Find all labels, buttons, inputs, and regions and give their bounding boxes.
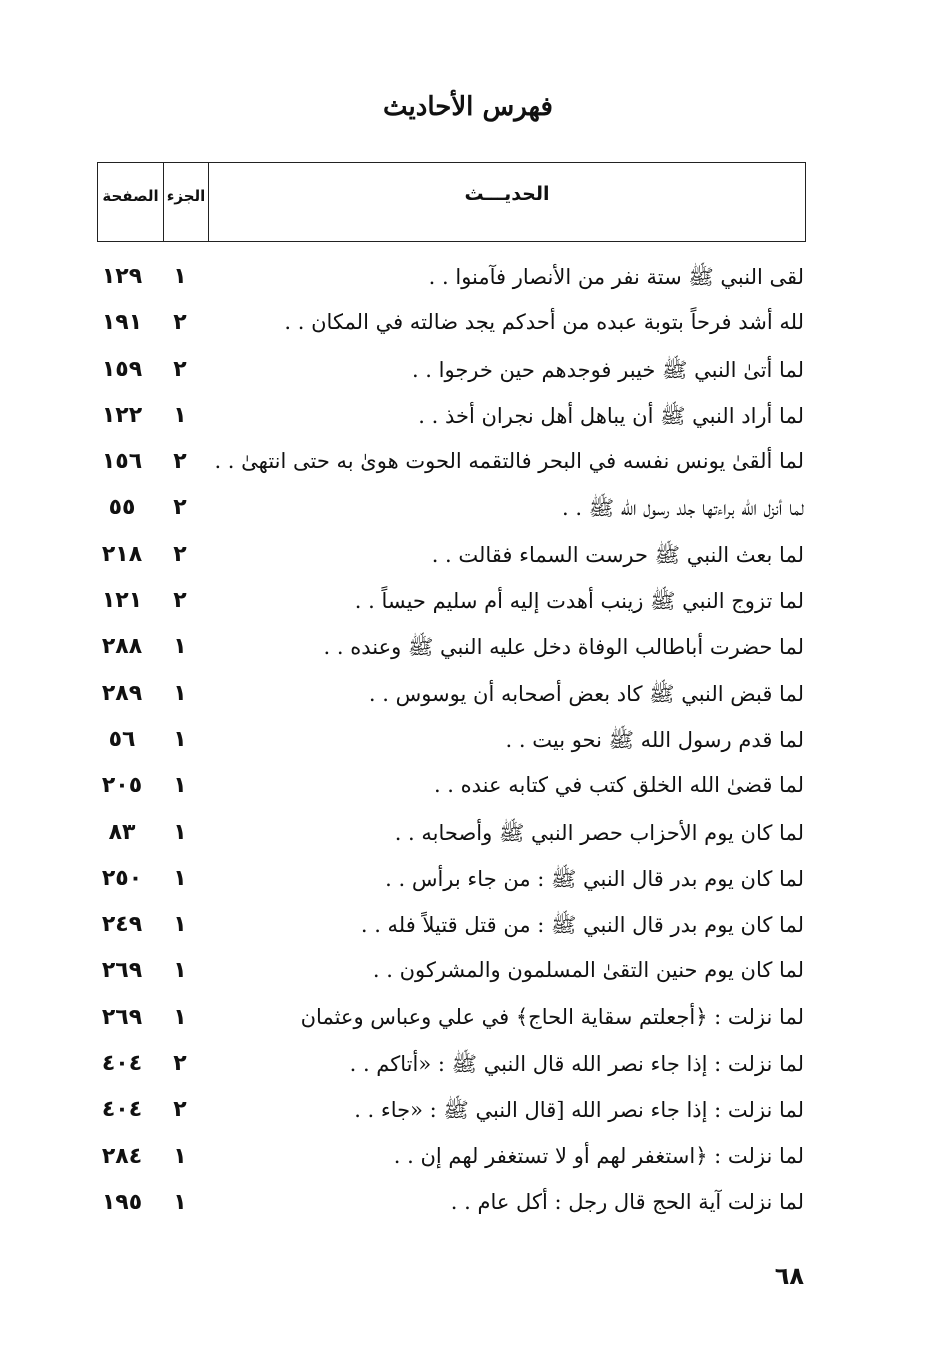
hadith-page: ١٥٩ xyxy=(101,356,143,382)
table-row xyxy=(0,258,936,304)
table-row xyxy=(0,351,936,397)
hadith-text: لما أراد النبي ﷺ أن يباهل أهل نجران أخذ . . xyxy=(418,403,804,428)
hadith-part: ١ xyxy=(173,680,187,706)
hadith-part: ١ xyxy=(173,1189,187,1215)
hadith-page: ١٩٥ xyxy=(101,1189,143,1215)
hadith-text: لما كان يوم بدر قال النبي ﷺ : من جاء برأس . . xyxy=(385,866,804,891)
hadith-page: ٤٠٤ xyxy=(101,1097,143,1123)
hadith-text: لما قبض النبي ﷺ كاد بعض أصحابه أن يوسوس . . xyxy=(368,681,804,706)
hadith-part: ١ xyxy=(173,402,187,428)
table-row xyxy=(0,536,936,582)
table-row xyxy=(0,721,936,767)
hadith-part: ١ xyxy=(173,726,187,752)
table-row xyxy=(0,675,936,721)
hadith-page: ٢٦٩ xyxy=(101,1004,143,1030)
hadith-text: لما كان يوم بدر قال النبي ﷺ : من قتل قتيلاً فله . . xyxy=(360,913,804,938)
hadith-page: ٨٣ xyxy=(108,819,136,845)
hadith-part: ١ xyxy=(173,912,187,938)
table-row xyxy=(0,1091,936,1137)
hadith-part: ٢ xyxy=(173,495,187,521)
hadith-part: ٢ xyxy=(173,588,187,614)
header-page: الصفحة xyxy=(98,163,164,241)
table-row xyxy=(0,999,936,1045)
hadith-part: ٢ xyxy=(173,310,187,336)
hadith-part: ١ xyxy=(173,1004,187,1030)
table-row xyxy=(0,582,936,628)
hadith-part: ٢ xyxy=(173,541,187,567)
table-row xyxy=(0,1184,936,1230)
hadith-text: لما حضرت أباطالب الوفاة دخل عليه النبي ﷺ وعنده . . xyxy=(323,635,804,660)
hadith-text: لما نزلت آية الحج قال رجل : أكل عام . . xyxy=(450,1189,804,1214)
hadith-part: ١ xyxy=(173,865,187,891)
table-row xyxy=(0,906,936,952)
hadith-part: ٢ xyxy=(173,356,187,382)
hadith-page: ٢٠٥ xyxy=(101,773,143,799)
table-row xyxy=(0,860,936,906)
hadith-text: لما كان يوم حنين التقىٰ المسلمون والمشركون . . xyxy=(372,958,804,983)
page-number: ٦٨ xyxy=(774,1262,804,1290)
hadith-text: لما نزلت : ﴿أجعلتم سقاية الحاج﴾ في علي وعباس وعثمان xyxy=(300,1004,804,1029)
hadith-part: ١ xyxy=(173,264,187,289)
hadith-list xyxy=(0,258,936,1230)
hadith-text: لما ألقىٰ يونس نفسه في البحر فالتقمه الحوت هوىٰ به حتى انتهىٰ . . xyxy=(214,449,804,474)
hadith-part: ١ xyxy=(173,1143,187,1169)
hadith-page: ١٢٩ xyxy=(101,264,143,289)
table-row xyxy=(0,304,936,350)
hadith-part: ١ xyxy=(173,819,187,845)
hadith-text: لقى النبي ﷺ ستة نفر من الأنصار فآمنوا . . xyxy=(428,265,804,289)
table-row xyxy=(0,952,936,998)
hadith-page: ٢١٨ xyxy=(101,541,143,567)
hadith-page: ٢٨٤ xyxy=(101,1143,143,1169)
hadith-text: لما قدم رسول الله ﷺ نحو بيت . . xyxy=(505,727,804,752)
hadith-text: لله أشد فرحاً بتوبة عبده من أحدكم يجد ضالته في المكان . . xyxy=(284,310,804,335)
hadith-page: ٤٠٤ xyxy=(101,1051,143,1077)
table-row xyxy=(0,628,936,674)
hadith-part: ١ xyxy=(173,773,187,799)
table-row xyxy=(0,814,936,860)
header-part: الجزء xyxy=(164,163,209,241)
hadith-page: ٢٥٠ xyxy=(101,865,143,891)
hadith-page: ١٢١ xyxy=(101,588,143,614)
hadith-page: ١٥٦ xyxy=(101,449,143,475)
table-row xyxy=(0,443,936,489)
header-hadith: الحديـــث xyxy=(464,183,550,205)
hadith-page: ٥٦ xyxy=(108,726,136,752)
page-title: فهرس الأحاديث xyxy=(383,92,553,122)
hadith-part: ٢ xyxy=(173,1051,187,1077)
table-row xyxy=(0,767,936,813)
hadith-page: ٢٦٩ xyxy=(101,958,143,984)
hadith-text: لما نزلت : إذا جاء نصر الله قال النبي ﷺ : «أتاكم . . xyxy=(349,1052,804,1077)
hadith-text: لما قضىٰ الله الخلق كتب في كتابه عنده . . xyxy=(433,773,804,798)
hadith-part: ١ xyxy=(173,958,187,984)
table-row xyxy=(0,1045,936,1091)
hadith-text: لما بعث النبي ﷺ حرست السماء فقالت . . xyxy=(431,542,804,567)
table-row xyxy=(0,1138,936,1184)
hadith-part: ١ xyxy=(173,634,187,660)
hadith-part: ٢ xyxy=(173,1097,187,1123)
hadith-text: لما أتىٰ النبي ﷺ خيبر فوجدهم حين خرجوا . . xyxy=(411,357,804,382)
hadith-text: لما نزلت : إذا جاء نصر الله [قال النبي ﷺ : «جاء . . xyxy=(354,1098,804,1123)
hadith-text: لما كان يوم الأحزاب حصر النبي ﷺ وأصحابه . . xyxy=(394,820,804,845)
hadith-page: ١٩١ xyxy=(101,310,143,336)
table-row xyxy=(0,397,936,443)
hadith-part: ٢ xyxy=(173,449,187,475)
hadith-page: ٥٥ xyxy=(108,495,136,521)
hadith-page: ٢٨٨ xyxy=(101,634,143,660)
hadith-text: لما نزلت : ﴿استغفر لهم أو لا تستغفر لهم إن . . xyxy=(393,1143,804,1168)
table-row xyxy=(0,489,936,535)
hadith-text: لما أنزل الله براءتها جلد رسول الله ﷺ . . xyxy=(562,496,804,521)
table-header xyxy=(97,162,806,242)
hadith-page: ٢٨٩ xyxy=(101,680,143,706)
hadith-page: ٢٤٩ xyxy=(101,912,143,938)
hadith-page: ١٢٢ xyxy=(101,402,143,428)
hadith-text: لما تزوج النبي ﷺ زينب أهدت إليه أم سليم حيساً . . xyxy=(354,589,804,614)
